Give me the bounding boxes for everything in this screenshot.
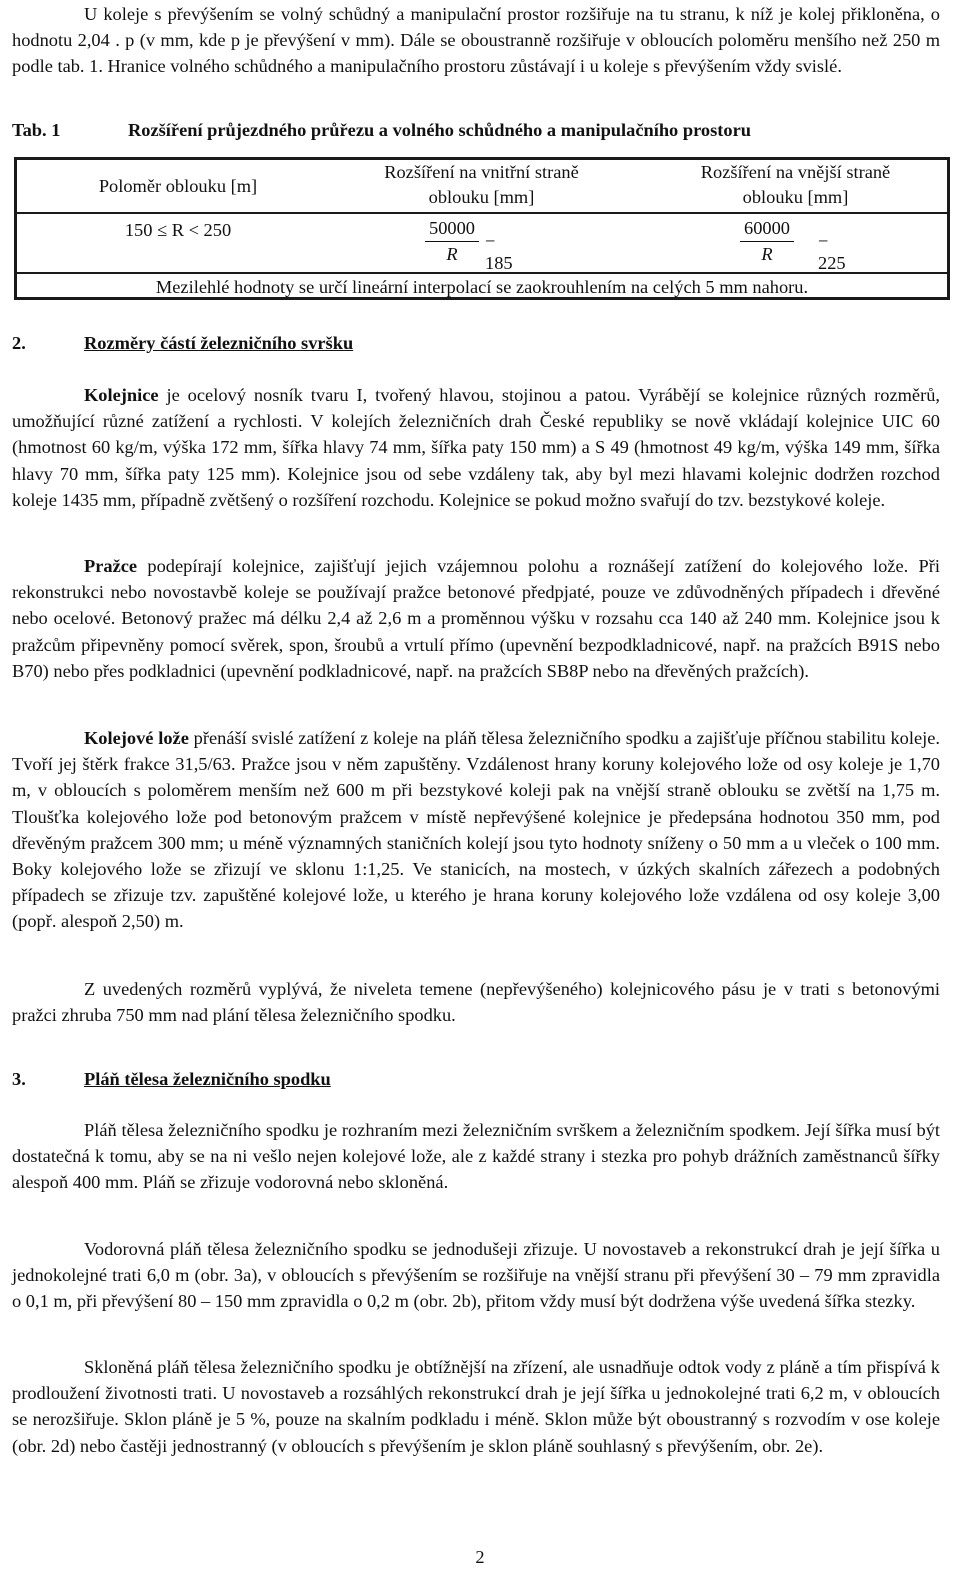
table-header-outer bbox=[647, 160, 944, 210]
formation-paragraph-1: Pláň tělesa železničního spodku je rozhraním mezi železničním svrškem a železničním spodkem. Její šířka musí být dostatečná k tomu, aby se na ni vešlo nejen kolejové lože, ale z každé strany i stezka pro pohyb drážních zaměstnanců šířky alespoň 400 mm. Pláň se zřizuje vodorovná nebo skloněná. bbox=[12, 1120, 940, 1193]
table-header-inner-line2: oblouku [mm] bbox=[428, 187, 535, 207]
page-number: 2 bbox=[475, 1547, 485, 1567]
outer-formula-denominator: R bbox=[761, 244, 773, 264]
table-header-inner bbox=[339, 160, 624, 210]
inner-formula-fraction-bar bbox=[425, 241, 479, 242]
table-label: Tab. 1 bbox=[12, 120, 61, 140]
table-header-radius: Poloměr oblouku [m] bbox=[98, 176, 258, 196]
rails-term: Kolejnice bbox=[84, 385, 159, 405]
section-3-heading bbox=[12, 1066, 331, 1092]
outer-formula-subtrahend: − 225 bbox=[818, 231, 846, 273]
sleepers-text: podepírají kolejnice, zajišťují jejich vzájemnou polohu a roznášejí zatížení do kolejového lože. Při rekonstrukci nebo novostavbě koleje se používají pražce betonové předpjaté, pouze ve zdůvodněných případech i dřevěné nebo ocelové. Betonový pražec má délku 2,4 až 2,6 m a proměnnou výšku v rozsahu cca 140 až 240 mm. Kolejnice jsou k pražcům připevněny pomocí svěrek, spon, šroubů a vrtulí přímo (upevnění bezpodkladnicové, např. na pražcích B91S nebo B70) nebo přes podkladnici (upevnění podkladnicové, např. na pražcích SB8P nebo na dřevěných pražcích). bbox=[12, 556, 940, 681]
outer-formula-numerator: 60000 bbox=[744, 218, 790, 238]
table-header-outer-line1: Rozšíření na vnější straně bbox=[700, 162, 891, 182]
sleepers-term: Pražce bbox=[84, 556, 138, 576]
section-2-heading bbox=[12, 330, 353, 356]
rails-paragraph bbox=[12, 382, 940, 513]
widening-table bbox=[14, 157, 950, 300]
table-radius-range: 150 ≤ R < 250 bbox=[124, 220, 232, 240]
track-level-paragraph: Z uvedených rozměrů vyplývá, že niveleta temene (nepřevýšeného) kolejnicového pásu je v trati s betonovými pražci zhruba 750 mm nad plání tělesa železničního spodku. bbox=[12, 979, 940, 1026]
formation-paragraph-2: Vodorovná pláň tělesa železničního spodku se jednodušeji zřizuje. U novostaveb a rekonstrukcí drah je její šířka u jednokolejné trati 6,0 m (obr. 3a), v obloucích s převýšením se rozšiřuje na vnější stranu při převýšení 30 – 79 mm zpravidla o 0,1 m, při převýšení 80 – 150 mm zpravidla o 0,2 m (obr. 2b), přitom vždy musí být dodržena výše uvedená šířka stezky. bbox=[12, 1239, 940, 1312]
ballast-bed-term: Kolejové lože bbox=[84, 728, 189, 748]
ballast-bed-paragraph bbox=[12, 725, 940, 935]
section-3-title: Pláň tělesa železničního spodku bbox=[84, 1069, 331, 1089]
table-header-inner-line1: Rozšíření na vnitřní straně bbox=[384, 162, 579, 182]
inner-formula-numerator: 50000 bbox=[429, 218, 475, 238]
inner-formula-denominator: R bbox=[446, 244, 458, 264]
ballast-bed-text: přenáší svislé zatížení z koleje na pláň tělesa železničního spodku a zajišťuje příčnou stabilitu koleje. Tvoří jej štěrk frakce 31,5/63. Pražce jsou v něm zapuštěny. Vzdálenost hrany koruny kolejového lože od osy koleje je 1,70 m, v obloucích s poloměrem menším než 600 m při bezstykové koleji pak na vnější straně oblouku se zvětší na 1,75 m. Tloušťka kolejového lože pod betonovým pražcem v místě nepřevýšené kolejnice je předepsána hodnotou 350 mm, pod dřevěným pražcem 300 mm; u méně významných staničních kolejí jsou tyto hodnoty sníženy o 50 mm a u vleček o 100 mm. Boky kolejového lože se zřizují ve sklonu 1:1,25. Ve stanicích, na mostech, v úzkých skalních zářezech a podobných případech se zřizuje tzv. zapuštěné kolejové lože, u kterého je hrana koruny kolejového lože vzdálena od osy koleje 3,00 (popř. alespoň 2,50) m. bbox=[12, 728, 940, 932]
section-2-number: 2. bbox=[12, 333, 26, 353]
table-caption-text: Rozšíření průjezdného průřezu a volného schůdného a manipulačního prostoru bbox=[128, 120, 751, 140]
table-divider-header bbox=[17, 212, 947, 214]
outer-formula-fraction-bar bbox=[740, 241, 794, 242]
table-header-outer-line2: oblouku [mm] bbox=[742, 187, 849, 207]
sleepers-paragraph bbox=[12, 553, 940, 684]
inner-formula-subtrahend: − 185 bbox=[485, 231, 513, 273]
table-note: Mezilehlé hodnoty se určí lineární interpolací se zaokrouhlením na celých 5 mm nahoru. bbox=[155, 277, 809, 297]
section-3-number: 3. bbox=[12, 1069, 26, 1089]
section-2-title: Rozměry částí železničního svršku bbox=[84, 333, 354, 353]
formation-paragraph-3: Skloněná pláň tělesa železničního spodku je obtížnější na zřízení, ale usnadňuje odtok vody z pláně a tím přispívá k prodloužení životnosti trati. U novostaveb a rozsáhlých rekonstrukcí drah je její šířka u jednokolejné trati 6,2 m, v obloucích se nerozšiřuje. Sklon pláně je 5 %, pouze na skalním podkladu i méně. Sklon může být oboustranný s rozvodím v ose koleje (obr. 2d) nebo častěji jednostranný (v obloucích s převýšením je sklon pláně souhlasný s převýšením, obr. 2e). bbox=[12, 1357, 940, 1456]
intro-paragraph: U koleje s převýšením se volný schůdný a manipulační prostor rozšiřuje na tu stranu, k níž je kolej přikloněna, o hodnotu 2,04 . p (v mm, kde p je převýšení v mm). Dále se oboustranně rozšiřuje v obloucích poloměru menšího než 250 m podle tab. 1. Hranice volného schůdného a manipulačního prostoru zůstávají i u koleje s převýšením vždy svislé. bbox=[12, 4, 940, 77]
table-caption bbox=[12, 117, 940, 143]
rails-text: je ocelový nosník tvaru I, tvořený hlavou, stojinou a patou. Vyrábějí se kolejnice různých rozměrů, umožňující různé zatížení a rychlosti. V kolejích železničních drah České republiky se nově vkládají kolejnice UIC 60 (hmotnost 60 kg/m, výška 172 mm, šířka hlavy 74 mm, šířka paty 150 mm) a S 49 (hmotnost 49 kg/m, výška 149 mm, šířka hlavy 70 mm, šířka paty 125 mm). Kolejnice jsou od sebe vzdáleny tak, aby byl mezi hlavami kolejnic dodržen rozchod koleje 1435 mm, případně zvětšený o rozšíření rozchodu. Kolejnice se pokud možno svařují do tzv. bezstykové koleje. bbox=[12, 385, 940, 510]
table-divider-note bbox=[17, 272, 947, 274]
